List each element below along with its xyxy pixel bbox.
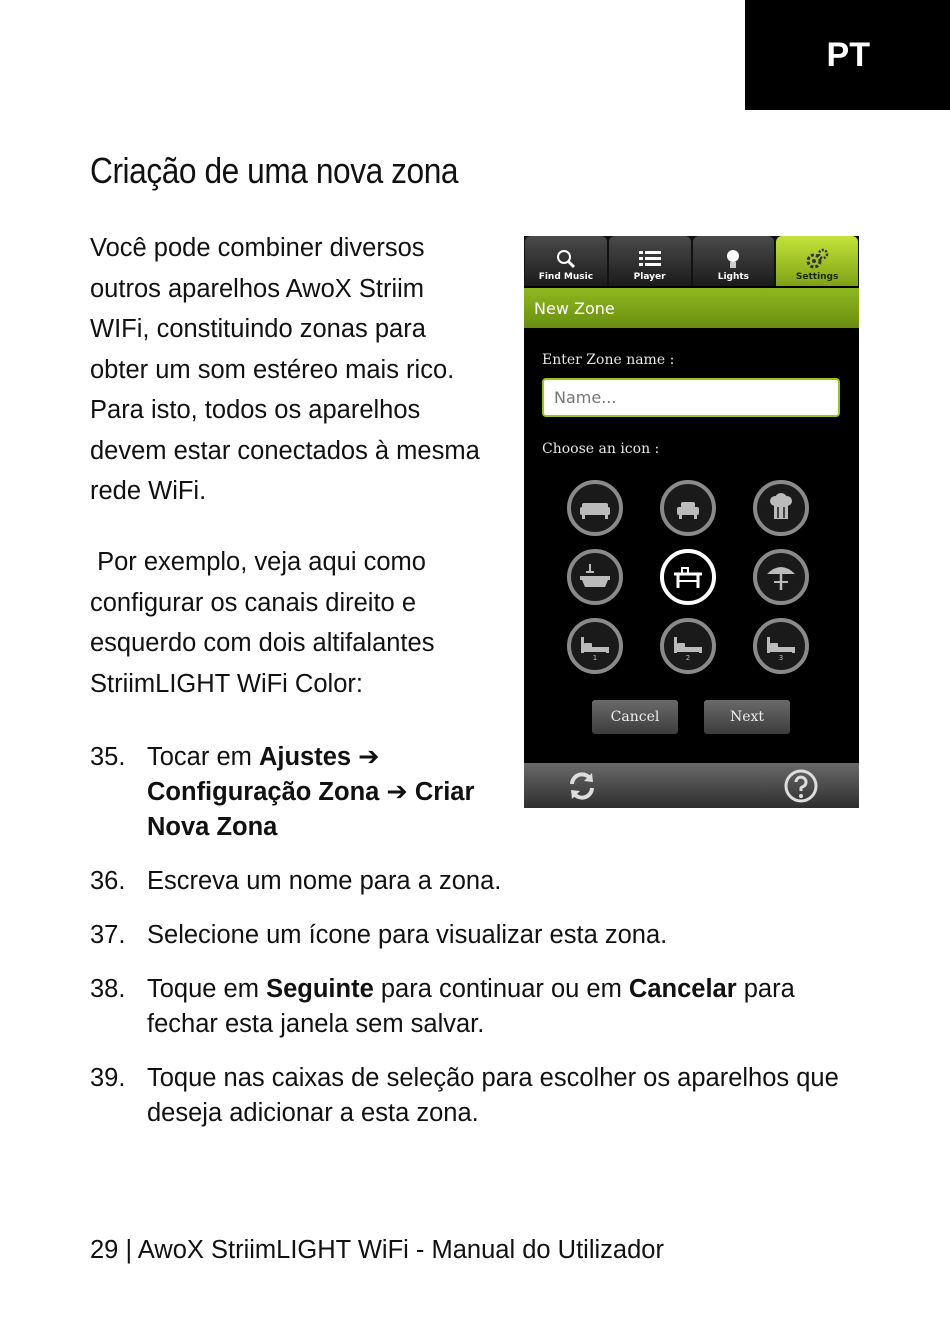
tab-settings[interactable] [776, 236, 858, 286]
step-text-segment: para fechar esta janela sem salvar. [147, 975, 802, 1038]
step-text [147, 864, 870, 899]
text-line: Você pode combiner diversos [90, 234, 425, 262]
zone-name-label: Enter Zone name : [542, 352, 675, 368]
tab-find-music[interactable] [525, 236, 607, 286]
bed-badge: 3 [778, 654, 784, 661]
step-item [90, 864, 870, 899]
parasol-icon[interactable] [753, 549, 809, 605]
step-text-segment: para continuar ou em [373, 975, 629, 1003]
zone-icon-grid [567, 480, 827, 690]
page-title: Criação de uma nova zona [90, 150, 459, 191]
text-line: rede WiFi. [90, 477, 207, 505]
step-text-segment: Selecione um ícone para visualizar esta zona. [147, 921, 668, 949]
screen-header: New Zone [524, 288, 859, 328]
step-text-segment: Toque em [147, 975, 267, 1003]
search-icon [553, 248, 579, 270]
step-number: 39. [90, 1064, 126, 1092]
bed-2-icon[interactable] [660, 618, 716, 674]
text-line: devem estar conectados à mesma [90, 436, 480, 465]
text-line: StriimLIGHT WiFi Color: [90, 669, 363, 698]
step-text [147, 972, 870, 1042]
language-tab: PT [745, 0, 950, 110]
help-icon[interactable] [783, 768, 819, 804]
step-text [147, 918, 870, 953]
example-paragraph [90, 542, 510, 704]
chef-hat-icon[interactable] [753, 480, 809, 536]
step-item [90, 1061, 870, 1131]
step-text [147, 1061, 870, 1131]
step-number: 37. [90, 921, 126, 949]
bulb-icon [720, 248, 746, 270]
intro-paragraph [90, 228, 510, 512]
tab-lights[interactable] [693, 236, 775, 286]
armchair-icon[interactable] [660, 480, 716, 536]
tab-bar [524, 236, 859, 286]
cancel-button[interactable]: Cancel [592, 700, 678, 734]
bed-badge: 2 [685, 654, 691, 661]
step-text-segment: Seguinte [266, 975, 374, 1003]
bathtub-icon[interactable] [567, 549, 623, 605]
text-line: outros aparelhos AwoX Striim [90, 274, 425, 303]
step-text-segment: Ajustes ➔ [258, 743, 380, 771]
bottom-bar [524, 763, 859, 808]
app-screenshot [524, 236, 859, 808]
refresh-icon[interactable] [564, 768, 600, 804]
text-line: Para isto, todos os aparelhos [90, 396, 421, 424]
step-text-segment: Escreva um nome para a zona. [147, 867, 502, 895]
step-item [90, 972, 870, 1042]
tab-label: Find Music [538, 272, 594, 282]
step-text-segment: Cancelar [628, 975, 737, 1003]
choose-icon-label: Choose an icon : [542, 441, 660, 457]
step-number: 36. [90, 867, 126, 895]
text-line: Por exemplo, veja aqui como [90, 548, 426, 576]
text-line: configurar os canais direito e [90, 588, 417, 617]
step-number: 38. [90, 975, 126, 1003]
gear-icon [804, 248, 830, 270]
step-text-segment: Configuração Zona ➔ Criar Nova Zona [147, 778, 475, 841]
text-line: esquerdo com dois altifalantes [90, 629, 435, 657]
bed-3-icon[interactable] [753, 618, 809, 674]
bed-1-icon[interactable] [567, 618, 623, 674]
tab-player[interactable] [609, 236, 691, 286]
step-item [90, 918, 870, 953]
tab-label: Lights [717, 272, 750, 282]
bed-badge: 1 [592, 654, 598, 661]
tab-label: Player [633, 272, 666, 282]
list-icon [637, 248, 663, 270]
text-line: obter um som estéreo mais rico. [90, 355, 455, 384]
tab-label: Settings [795, 272, 839, 282]
text-line: WIFi, constituindo zonas para [90, 315, 426, 343]
next-button[interactable]: Next [704, 700, 790, 734]
step-text-segment: Toque nas caixas de seleção para escolher os aparelhos que deseja adicionar a esta zona. [147, 1064, 846, 1127]
step-number: 35. [90, 743, 126, 771]
page-footer: 29 | AwoX StriimLIGHT WiFi - Manual do Utilizador [90, 1236, 664, 1264]
step-text-segment: Tocar em [147, 743, 259, 771]
sofa-icon[interactable] [567, 480, 623, 536]
zone-name-input[interactable] [542, 378, 840, 417]
desk-icon[interactable] [660, 549, 716, 605]
